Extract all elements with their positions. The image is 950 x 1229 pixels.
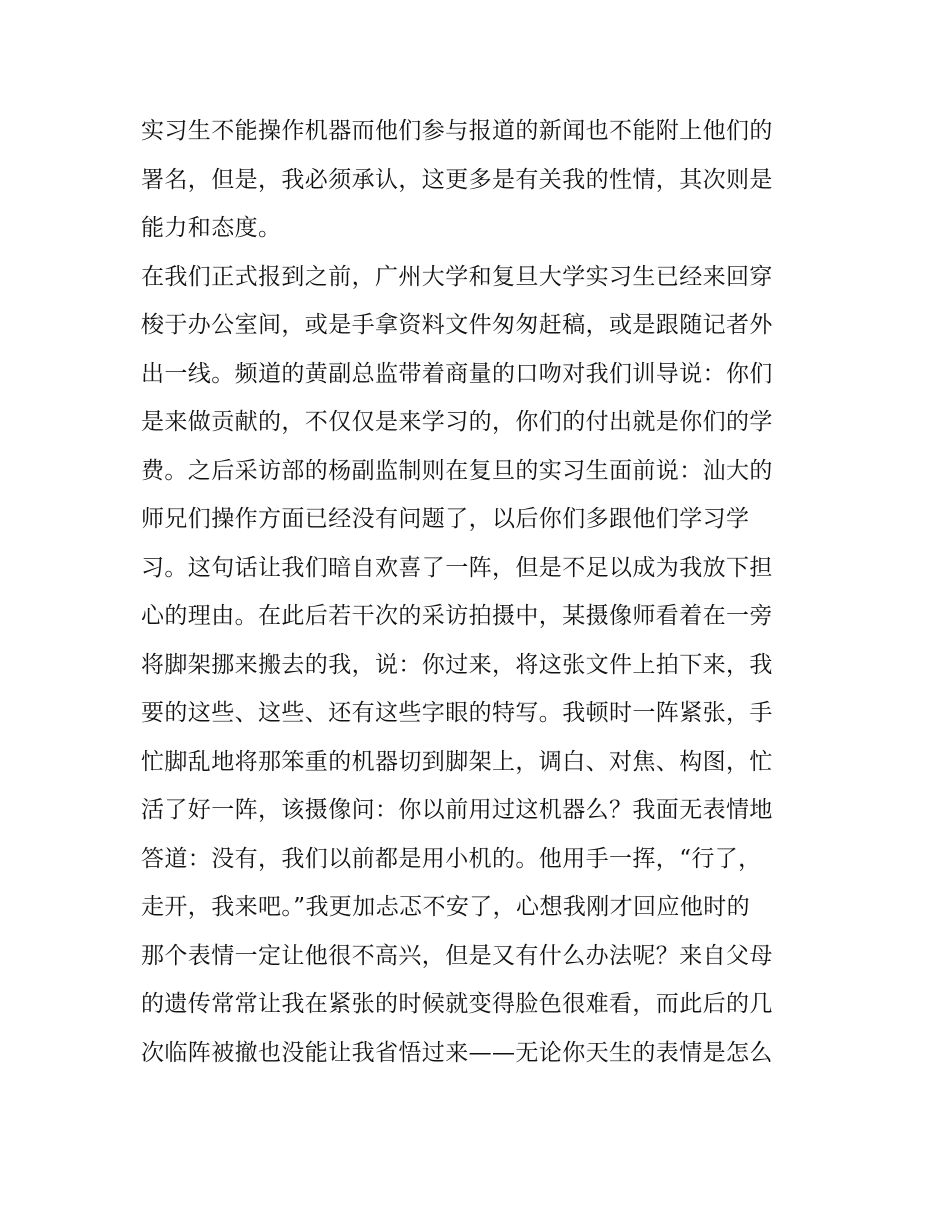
text-line: 走开，我来吧。”我更加忐忑不安了，心想我刚才回应他时的 bbox=[141, 894, 751, 920]
text-line: 要的这些、这些、还有这些字眼的特写。我顿时一阵紧张，手 bbox=[141, 700, 773, 726]
text-line: 习。这句话让我们暗自欢喜了一阵，但是不足以成为我放下担 bbox=[141, 554, 773, 581]
text-line: 费。之后采访部的杨副监制则在复旦的实习生面前说：汕大的 bbox=[141, 457, 773, 484]
text-line: 在我们正式报到之前，广州大学和复旦大学实习生已经来回穿 bbox=[141, 263, 773, 290]
text-line: 活了好一阵，该摄像问：你以前用过这机器么？我面无表情地 bbox=[141, 797, 773, 823]
text-line: 署名，但是，我必须承认，这更多是有关我的性情，其次则是 bbox=[141, 166, 773, 193]
text-line: 次临阵被撤也没能让我省悟过来——无论你天生的表情是怎么 bbox=[141, 1039, 773, 1066]
text-line: 将脚架挪来搬去的我，说：你过来，将这张文件上拍下来，我 bbox=[141, 651, 773, 678]
text-line: 能力和态度。 bbox=[141, 215, 282, 241]
text-line: 是来做贡献的，不仅仅是来学习的，你们的付出就是你们的学 bbox=[141, 409, 773, 435]
text-line: 心的理由。在此后若干次的采访拍摄中，某摄像师看着在一旁 bbox=[141, 603, 773, 629]
body-text bbox=[141, 107, 821, 1077]
text-line: 出一线。频道的黄副总监带着商量的口吻对我们训导说：你们 bbox=[141, 360, 773, 387]
text-line: 那个表情一定让他很不高兴，但是又有什么办法呢？来自父母 bbox=[141, 942, 773, 969]
text-line: 梭于办公室间，或是手拿资料文件匆匆赶稿，或是跟随记者外 bbox=[141, 312, 773, 338]
text-line: 实习生不能操作机器而他们参与报道的新闻也不能附上他们的 bbox=[141, 118, 773, 144]
text-line: 的遗传常常让我在紧张的时候就变得脸色很难看，而此后的几 bbox=[141, 991, 773, 1017]
text-line: 忙脚乱地将那笨重的机器切到脚架上，调白、对焦、构图，忙 bbox=[141, 748, 773, 775]
text-line: 答道：没有，我们以前都是用小机的。他用手一挥，“行了， bbox=[141, 845, 762, 872]
text-line: 师兄们操作方面已经没有问题了，以后你们多跟他们学习学 bbox=[141, 506, 750, 532]
